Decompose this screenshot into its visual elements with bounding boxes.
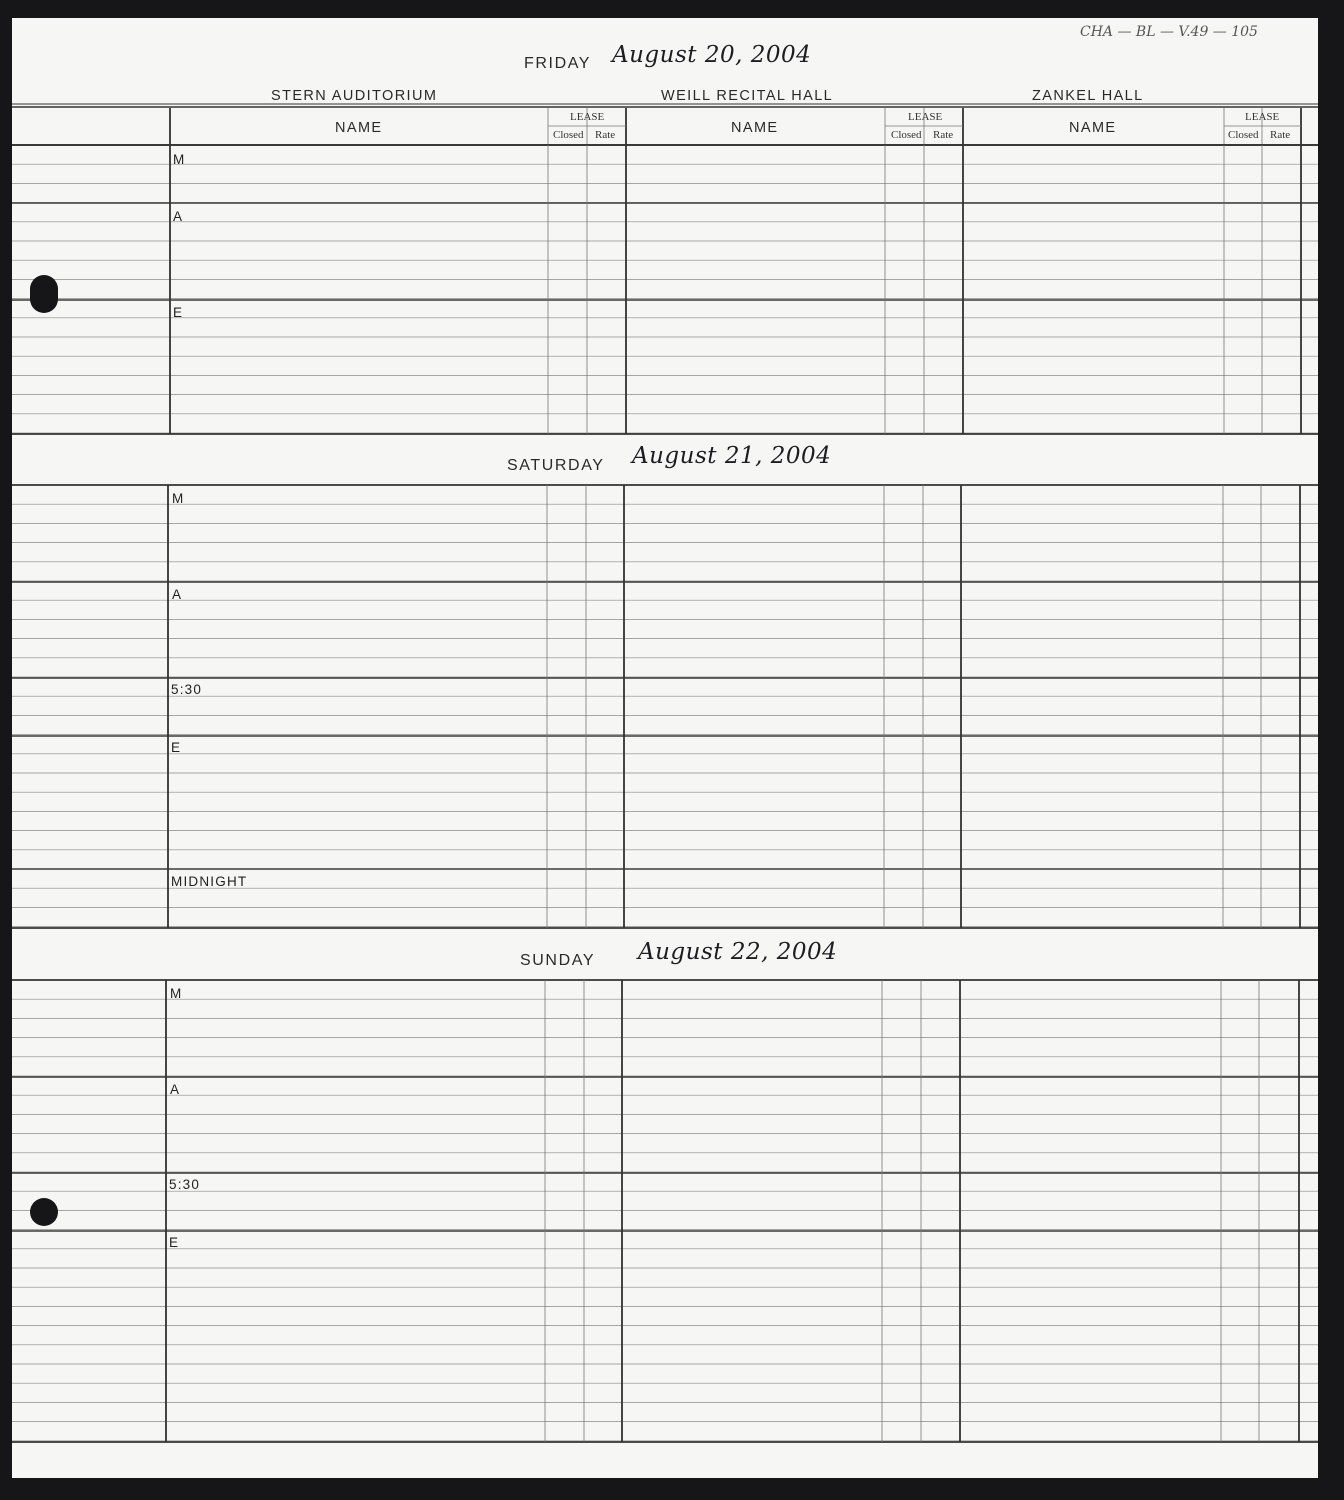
slot-sunday-evening: E <box>169 1235 180 1250</box>
hall-stern-auditorium: STERN AUDITORIUM <box>271 88 438 104</box>
slot-saturday-530: 5:30 <box>171 682 203 697</box>
column-lease-zankel: LEASE <box>1245 111 1280 123</box>
day-label-saturday: SATURDAY <box>507 457 605 474</box>
slot-sunday-morning: M <box>170 986 183 1001</box>
slot-sunday-afternoon: A <box>170 1082 181 1097</box>
handwritten-date-friday: August 20, 2004 <box>612 42 812 68</box>
day-label-sunday: SUNDAY <box>520 952 596 969</box>
hall-zankel-hall: ZANKEL HALL <box>1032 88 1144 104</box>
column-closed-stern: Closed <box>553 129 584 141</box>
handwritten-date-sunday: August 22, 2004 <box>638 939 838 965</box>
column-closed-weill: Closed <box>891 129 922 141</box>
binder-hole-top <box>30 275 58 313</box>
column-rate-zankel: Rate <box>1270 129 1291 141</box>
column-lease-stern: LEASE <box>570 111 605 123</box>
slot-friday-afternoon: A <box>173 209 184 224</box>
column-name-weill: NAME <box>731 120 779 136</box>
slot-saturday-evening: E <box>171 740 182 755</box>
column-rate-weill: Rate <box>933 129 954 141</box>
column-rate-stern: Rate <box>595 129 616 141</box>
column-name-stern: NAME <box>335 120 383 136</box>
column-name-zankel: NAME <box>1069 120 1117 136</box>
hall-weill-recital-hall: WEILL RECITAL HALL <box>661 88 834 104</box>
ledger-grid <box>12 18 1318 1478</box>
handwritten-date-saturday: August 21, 2004 <box>632 443 832 469</box>
binder-hole-bottom <box>30 1198 58 1226</box>
slot-saturday-morning: M <box>172 491 185 506</box>
column-lease-weill: LEASE <box>908 111 943 123</box>
slot-sunday-530: 5:30 <box>169 1177 201 1192</box>
day-label-friday: FRIDAY <box>524 55 592 72</box>
slot-friday-morning: M <box>173 152 186 167</box>
column-closed-zankel: Closed <box>1228 129 1259 141</box>
archive-reference-note: CHA — BL — V.49 — 105 <box>1080 24 1258 40</box>
slot-friday-evening: E <box>173 305 184 320</box>
slot-saturday-midnight: MIDNIGHT <box>171 874 248 889</box>
ledger-page <box>12 18 1318 1478</box>
slot-saturday-afternoon: A <box>172 587 183 602</box>
